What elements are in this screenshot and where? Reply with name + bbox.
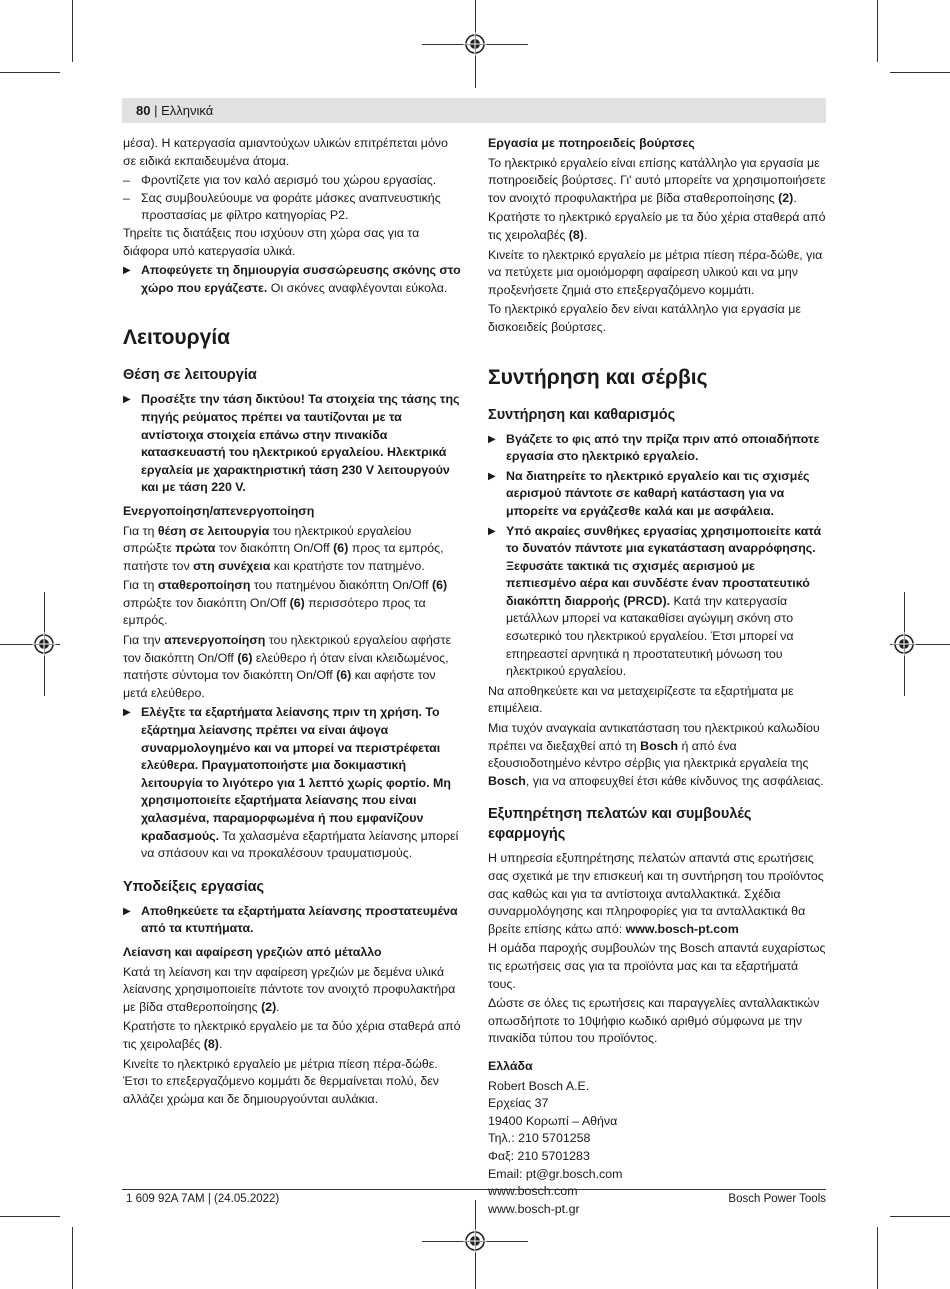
crop-mark xyxy=(72,0,73,62)
address-line: Φαξ: 210 5701283 xyxy=(488,1148,590,1163)
warning-item: ▶ Ελέγξτε τα εξαρτήματα λείανσης πριν τη χρήση. Το εξάρτημα λείανσης πρέπει να είναι άψογα συναρμολογημένο και να μπορεί να περιστρέφεται ελεύθερα. Πραγματοποιήστε μια δοκιμαστική λειτουργία το λιγότερο για 1 λεπτό χωρίς φορτίο. Μη χρησιμοποιείτε εξαρτήματα λείανσης που είναι χαλασμένα, παραμορφωμένα ή που εμφανίζουν κραδασμούς. Τα χαλασμένα εξαρτήματα λείανσης μπορεί να σπάσουν και να προκαλέσουν τραυματισμούς. xyxy=(123,705,459,861)
right-column xyxy=(488,135,826,1218)
paragraph: Η υπηρεσία εξυπηρέτησης πελατών απαντά στις ερωτήσεις σας σχετικά με την επισκευή και τη συντήρηση του προϊόντος σας καθώς και για τα αντίστοιχα ανταλλακτικά. Σχέδια συναρμολόγησης και πληροφορίες για τα ανταλλακτικά θα βρείτε επίσης κάτω από: www.bosch-pt.com xyxy=(488,851,824,936)
paragraph: Τηρείτε τις διατάξεις που ισχύουν στη χώρα σας για τα διάφορα υπό κατεργασία υλικά. xyxy=(123,225,420,258)
crop-mark xyxy=(72,1227,73,1289)
triangle-bullet-icon: ▶ xyxy=(488,470,496,482)
heading-start-up: Θέση σε λειτουργία xyxy=(123,367,257,384)
left-column xyxy=(123,135,463,1110)
warning-item: ▶ Υπό ακραίες συνθήκες εργασίας χρησιμοποιείτε κατά το δυνατόν πάντοτε μια εγκατάσταση αναρρόφησης. Ξεφυσάτε τακτικά τις σχισμές αερισμού με πεπιεσμένο αέρα και συνδέστε έναν προστατευτικό διακόπτη διαρροής (PRCD). Κατά την κατεργασία μετάλλων μπορεί να κατακαθίσει αγώγιμη σκόνη στο εσωτερικό του ηλεκτρικού εργαλείου. Έτσι μπορεί να επηρεαστεί αρνητικά η προστατευτική μόνωση του ηλεκτρικού εργαλείου. xyxy=(488,523,822,679)
website-link[interactable]: www.bosch-pt.gr xyxy=(488,1201,580,1216)
warning-item: ▶ Αποθηκεύετε τα εξαρτήματα λείανσης προστατευμένα από τα κτυπήματα. xyxy=(123,903,458,936)
paragraph: Για τη θέση σε λειτουργία του ηλεκτρικού εργαλείου σπρώξτε πρώτα τον διακόπτη On/Off (6) προς τα εμπρός, πατήστε τον στη συνέχεια και κρατήστε τον πατημένο. xyxy=(123,523,444,573)
triangle-bullet-icon: ▶ xyxy=(488,433,496,445)
paragraph: Για τη σταθεροποίηση του πατημένου διακόπτη On/Off (6) σπρώξτε τον διακόπτη On/Off (6) περισσότερο προς τα εμπρός. xyxy=(123,578,448,628)
heading-work-tips: Υποδείξεις εργασίας xyxy=(123,878,265,895)
website-link[interactable]: www.bosch.com xyxy=(488,1184,578,1199)
website-link[interactable]: www.bosch-pt.com xyxy=(625,921,739,936)
address-line: 19400 Κορωπί – Αθήνα xyxy=(488,1113,618,1128)
dash-list-item: – Φροντίζετε για τον καλό αερισμό του χώρου εργασίας. xyxy=(123,172,463,190)
section-title-service: Συντήρηση και σέρβις xyxy=(488,365,708,389)
registration-mark-icon xyxy=(463,32,487,56)
registration-mark-icon xyxy=(892,632,916,656)
triangle-bullet-icon: ▶ xyxy=(123,394,131,406)
dash-list-item: – Σας συμβουλεύουμε να φοράτε μάσκες αναπνευστικής προστασίας με φίλτρο κατηγορίας P2. xyxy=(123,190,463,225)
document-number: 1 609 92A 7AM | (24.05.2022) xyxy=(126,1193,280,1205)
paragraph: Κινείτε το ηλεκτρικό εργαλείο με μέτρια πίεση πέρα-δώθε. Έτσι το επεξεργαζόμενο κομμάτι δε θερμαίνεται πολύ, δεν αλλάζει χρώμα και δε δημιουργούνται αυλάκια. xyxy=(123,1056,439,1106)
registration-mark-icon xyxy=(32,632,56,656)
paragraph: Δώστε σε όλες τις ερωτήσεις και παραγγελίες ανταλλακτικών οπωσδήποτε το 10ψήφιο κωδικό αριθμό σύμφωνα με την πινακίδα τύπου του προϊόντος. xyxy=(488,996,820,1046)
paragraph: Κρατήστε το ηλεκτρικό εργαλείο με τα δύο χέρια σταθερά από τις χειρολαβές (8). xyxy=(488,210,826,242)
paragraph: Κατά τη λείανση και την αφαίρεση γρεζιών με δεμένα υλικά λείανσης χρησιμοποιείτε πάντοτε τον ανοιχτό προφυλακτήρα με βίδα σταθεροποίησης (2). xyxy=(123,964,456,1014)
section-title-operation: Λειτουργία xyxy=(123,326,231,350)
page-header xyxy=(122,98,826,123)
crop-mark xyxy=(877,1227,878,1289)
heading-greece: Ελλάδα xyxy=(488,1058,533,1073)
address-line: Robert Bosch A.E. xyxy=(488,1078,590,1093)
paragraph: Κινείτε το ηλεκτρικό εργαλείο με μέτρια πίεση πέρα-δώθε, για να πετύχετε μια ομοιόμορφη αφαίρεση υλικού και να μην προξενήσετε ζημιά στο επεξεργαζόμενο κομμάτι. xyxy=(488,247,823,297)
crop-mark xyxy=(0,72,60,73)
triangle-bullet-icon: ▶ xyxy=(123,707,131,719)
page-number: 80 xyxy=(136,103,151,118)
triangle-bullet-icon: ▶ xyxy=(123,905,131,917)
heading-on-off: Ενεργοποίηση/απενεργοποίηση xyxy=(123,503,315,518)
paragraph: Να αποθηκεύετε και να μεταχειρίζεστε τα εξαρτήματα με επιμέλεια. xyxy=(488,683,794,716)
page-language: Ελληνικά xyxy=(161,103,214,118)
brand-label: Bosch Power Tools xyxy=(728,1193,826,1205)
page-header-label: 80 | Ελληνικά xyxy=(136,103,214,118)
paragraph: Μια τυχόν αναγκαία αντικατάσταση του ηλεκτρικού καλωδίου πρέπει να διεξαχθεί από τη Bosch ή από ένα εξουσιοδοτημένο κέντρο σέρβις για ηλεκτρικά εργαλεία της Bosch, για να αποφευχθεί έτσι κάθε κίνδυνος της ασφάλειας. xyxy=(488,721,824,788)
heading-cup-brushes: Εργασία με ποτηροειδείς βούρτσες xyxy=(488,136,695,150)
triangle-bullet-icon: ▶ xyxy=(123,265,131,277)
paragraph: Για την απενεργοποίηση του ηλεκτρικού εργαλείου αφήστε τον διακόπτη On/Off (6) ελεύθερο ή όταν είναι κλειδωμένος, πατήστε σύντομα τον διακόπτη On/Off (6) και αφήστε τον μετά ελεύθερο. xyxy=(123,633,451,700)
crop-mark xyxy=(890,72,950,73)
registration-mark-icon xyxy=(463,1229,487,1253)
warning-item: ▶ Αποφεύγετε τη δημιουργία συσσώρευσης σκόνης στο χώρο που εργάζεστε. Οι σκόνες αναφλέγονται εύκολα. xyxy=(123,263,461,295)
warning-item: ▶ Να διατηρείτε το ηλεκτρικό εργαλείο και τις σχισμές αερισμού πάντοτε σε καθαρή κατάσταση για να μπορείτε να εργάζεσθε καλά και με ασφάλεια. xyxy=(488,468,810,518)
warning-item: ▶ Προσέξτε την τάση δικτύου! Τα στοιχεία της τάσης της πηγής ρεύματος πρέπει να ταυτίζονται με τα αντίστοιχα στοιχεία επάνω στην πινακίδα κατασκευαστή του ηλεκτρικού εργαλείου. Ηλεκτρικά εργαλεία με χαρακτηριστική τάση 230 V λειτουργούν και με τάση 220 V. xyxy=(123,392,460,495)
heading-customer-service: Εξυπηρέτηση πελατών και συμβουλές εφαρμογής xyxy=(488,806,752,843)
heading-cleaning: Συντήρηση και καθαρισμός xyxy=(488,406,676,423)
paragraph: Η ομάδα παροχής συμβουλών της Bosch απαντά ευχαρίστως τις ερωτήσεις σας για τα προϊόντα μας και τα εξαρτήματά τους. xyxy=(488,941,826,991)
triangle-bullet-icon: ▶ xyxy=(488,525,496,537)
address-line: Τηλ.: 210 5701258 xyxy=(488,1131,591,1146)
heading-metal-sanding: Λείανση και αφαίρεση γρεζιών από μέταλλο xyxy=(123,944,382,959)
paragraph: Το ηλεκτρικό εργαλείο είναι επίσης κατάλληλο για εργασία με ποτηροειδείς βούρτσες. Γι' αυτό μπορείτε να χρησιμοποιήσετε τον ανοιχτό προφυλακτήρα με βίδα σταθεροποίησης (2). xyxy=(488,155,826,205)
paragraph: Κρατήστε το ηλεκτρικό εργαλείο με τα δύο χέρια σταθερά από τις χειρολαβές (8). xyxy=(123,1019,461,1051)
paragraph: μέσα). Η κατεργασία αμιαντούχων υλικών επιτρέπεται μόνο σε ειδικά εκπαιδευμένα άτομα. xyxy=(123,136,448,168)
paragraph: Το ηλεκτρικό εργαλείο δεν είναι κατάλληλο για εργασία με δισκοειδείς βούρτσες. xyxy=(488,302,801,334)
crop-mark xyxy=(877,0,878,62)
crop-mark xyxy=(0,1216,60,1217)
crop-mark xyxy=(890,1216,950,1217)
email-link[interactable]: Email: pt@gr.bosch.com xyxy=(488,1166,623,1181)
address-line: Ερχείας 37 xyxy=(488,1096,549,1111)
warning-item: ▶ Βγάζετε το φις από την πρίζα πριν από οποιαδήποτε εργασία στο ηλεκτρικό εργαλείο. xyxy=(488,431,820,464)
